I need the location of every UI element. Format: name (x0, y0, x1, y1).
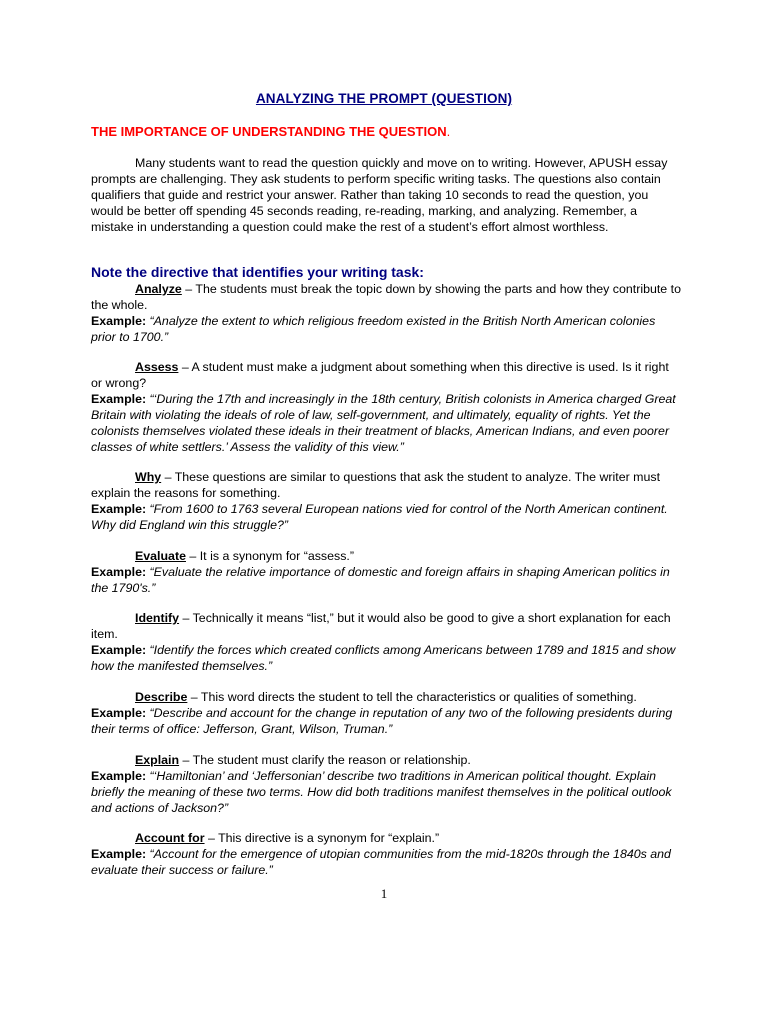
page-number: 1 (380, 886, 388, 901)
directive-entry-identify (91, 610, 681, 674)
section-heading-text: THE IMPORTANCE OF UNDERSTANDING THE QUESTION (91, 124, 447, 139)
directive-example (91, 768, 681, 816)
directive-term: Why (135, 470, 162, 484)
directive-definition (91, 359, 681, 391)
directive-definition-text: – Technically it means “list,” but it would also be good to give a short explanation for each item. (91, 611, 671, 642)
directive-entry-why (91, 469, 681, 533)
directive-term: Account for (135, 831, 205, 845)
example-text: “Identify the forces which created conflicts among Americans between 1789 and 1815 and show how the manifested themselves.” (91, 643, 676, 674)
directive-definition (91, 689, 681, 705)
directive-term: Explain (135, 753, 180, 767)
directive-heading: Note the directive that identifies your writing task: (91, 264, 424, 280)
example-text: “Evaluate the relative importance of domestic and foreign affairs in shaping American politics in the 1790's.” (91, 565, 670, 596)
example-label: Example: (91, 769, 147, 784)
example-text: “‘Hamiltonian’ and ‘Jeffersonian’ describe two traditions in American political thought. Explain briefly the meaning of these two terms. How did both traditions manifest themselves in the political outlook and actions of Jackson?” (91, 769, 672, 816)
intro-paragraph: Many students want to read the question quickly and move on to writing. However, APUSH essay prompts are challenging. They ask students to perform specific writing tasks. The questions also contain qualifiers that guide and restrict your answer. Rather than taking 10 seconds to read the question, you would be better off spending 45 seconds reading, re-reading, marking, and analyzing. Remember, a mistake in understanding a question could make the rest of a student’s effort almost worthless. (91, 156, 668, 235)
example-label: Example: (91, 565, 147, 580)
example-text: “Analyze the extent to which religious freedom existed in the British North American colonies prior to 1700.” (91, 314, 656, 345)
directive-example (91, 313, 681, 345)
directive-term: Identify (135, 611, 180, 625)
directive-term: Describe (135, 690, 188, 704)
example-text: “Account for the emergence of utopian communities from the mid-1820s through the 1840s and evaluate their success or failure.” (91, 847, 671, 878)
section-heading (91, 124, 450, 139)
directive-definition (91, 752, 681, 768)
directive-definition-text: – These questions are similar to questions that ask the student to analyze. The writer must explain the reasons for something. (91, 470, 661, 501)
page-title: ANALYZING THE PROMPT (QUESTION) (255, 91, 513, 106)
directive-term: Analyze (135, 282, 182, 296)
directive-example (91, 391, 681, 455)
example-text: “‘During the 17th and increasingly in the 18th century, British colonists in America charged Great Britain with violating the ideals of role of law, self-government, and ultimately, equality of rights. Yet the colonists themselves violated these ideals in their treatment of blacks, American Indians, and even poorer classes of white settlers.’ Assess the validity of this view.” (91, 392, 676, 455)
directive-definition-text: – The student must clarify the reason or relationship. (179, 753, 471, 767)
directive-definition-text: – It is a synonym for “assess.” (185, 549, 354, 563)
example-label: Example: (91, 643, 147, 658)
directive-entry-explain (91, 752, 681, 816)
example-label: Example: (91, 706, 147, 721)
directive-entry-evaluate (91, 548, 681, 596)
example-label: Example: (91, 314, 147, 329)
directive-definition (91, 548, 681, 564)
example-text: “Describe and account for the change in reputation of any two of the following presidents during their terms of office: Jefferson, Grant, Wilson, Truman.” (91, 706, 673, 737)
directive-example (91, 846, 681, 878)
directive-definition-text: – This directive is a synonym for “explain.” (204, 831, 440, 845)
directive-example (91, 564, 681, 596)
directive-example (91, 642, 681, 674)
directive-definition-text: – The students must break the topic down by showing the parts and how they contribute to the whole. (91, 282, 681, 313)
example-label: Example: (91, 502, 147, 517)
directive-definition-text: – A student must make a judgment about something when this directive is used. Is it right or wrong? (91, 360, 669, 391)
directive-term: Assess (135, 360, 179, 374)
directive-example (91, 501, 681, 533)
directive-entry-analyze (91, 281, 681, 345)
directive-example (91, 705, 681, 737)
directive-entry-account-for (91, 830, 681, 878)
directive-term: Evaluate (135, 549, 186, 563)
directive-definition-text: – This word directs the student to tell the characteristics or qualities of something. (187, 690, 637, 704)
directive-entry-describe (91, 689, 681, 737)
directive-definition (91, 830, 681, 846)
directive-entry-assess (91, 359, 681, 456)
example-label: Example: (91, 392, 147, 407)
example-text: “From 1600 to 1763 several European nations vied for control of the North American continent. Why did England win this struggle?” (91, 502, 668, 533)
directive-definition (91, 469, 681, 501)
section-heading-period: . (446, 124, 451, 139)
example-label: Example: (91, 847, 147, 862)
directive-definition (91, 281, 681, 313)
directive-definition (91, 610, 681, 642)
